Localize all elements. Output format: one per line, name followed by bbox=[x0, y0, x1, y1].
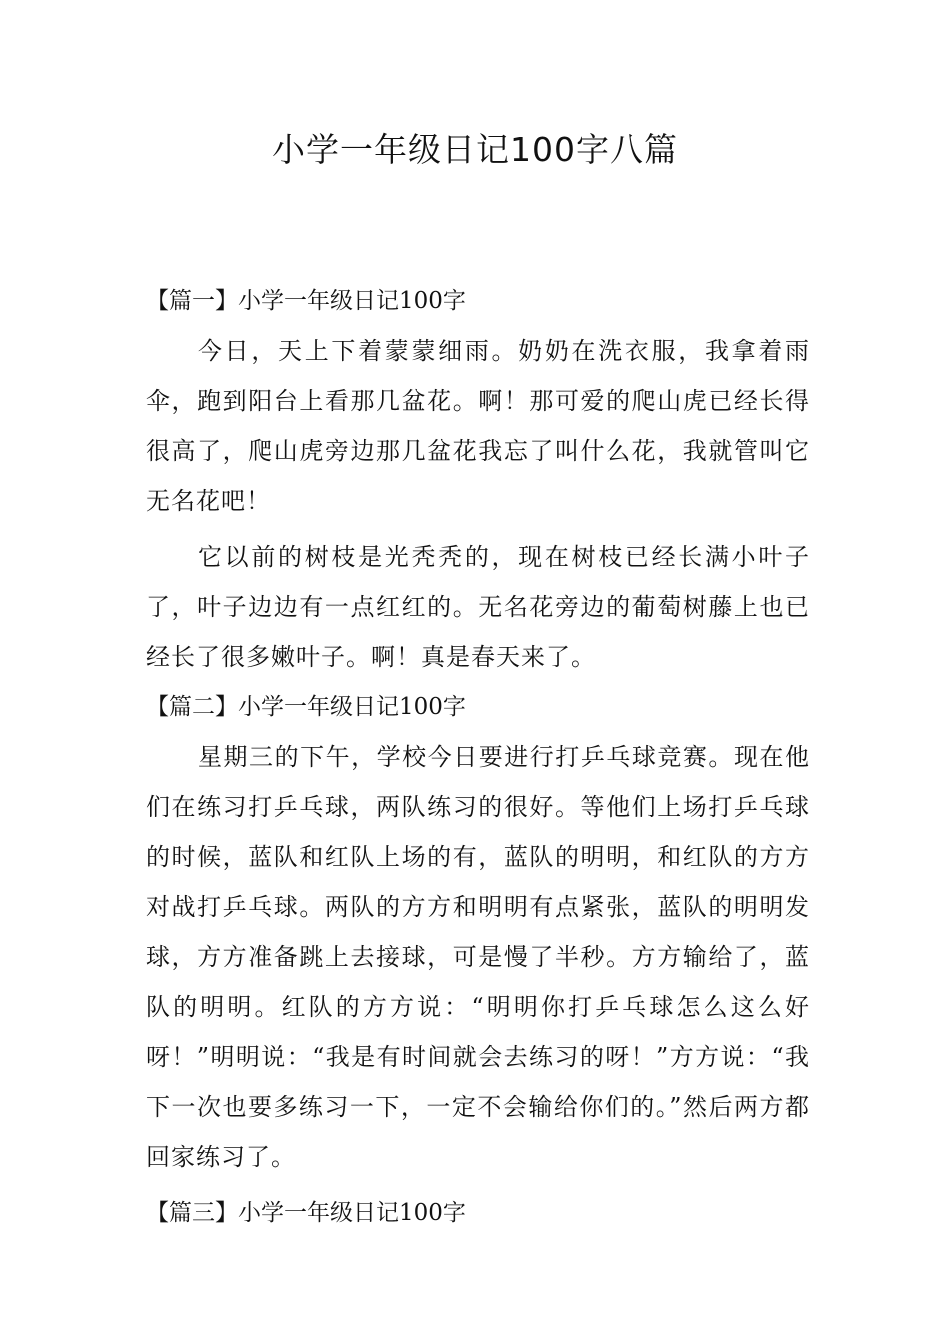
document-body bbox=[146, 276, 810, 1238]
section-heading: 【篇三】小学一年级日记100字 bbox=[146, 1200, 466, 1226]
paragraph: 星期三的下午，学校今日要进行打乒乓球竞赛。现在他们在练习打乒乓球，两队练习的很好。等他们上场打乒乓球的时候，蓝队和红队上场的有，蓝队的明明，和红队的方方对战打乒乓球。两队的方方和明明有点紧张，蓝队的明明发球，方方准备跳上去接球，可是慢了半秒。方方输给了，蓝队的明明。红队的方方说：“明明你打乒乓球怎么这么好呀！”明明说：“我是有时间就会去练习的呀！”方方说：“我下一次也要多练习一下，一定不会输给你们的。”然后两方都回家练习了。 bbox=[146, 743, 810, 1171]
paragraph: 它以前的树枝是光秃秃的，现在树枝已经长满小叶子了，叶子边边有一点红红的。无名花旁边的葡萄树藤上也已经长了很多嫩叶子。啊！真是春天来了。 bbox=[146, 543, 810, 671]
paragraph: 今日，天上下着蒙蒙细雨。奶奶在洗衣服，我拿着雨伞，跑到阳台上看那几盆花。啊！那可爱的爬山虎已经长得很高了，爬山虎旁边那几盆花我忘了叫什么花，我就管叫它无名花吧！ bbox=[146, 337, 810, 515]
section-1 bbox=[146, 276, 810, 682]
section-3 bbox=[146, 1188, 810, 1238]
document-title: 小学一年级日记100字八篇 bbox=[272, 130, 678, 169]
section-heading: 【篇二】小学一年级日记100字 bbox=[146, 694, 466, 720]
section-heading: 【篇一】小学一年级日记100字 bbox=[146, 288, 466, 314]
section-2 bbox=[146, 682, 810, 1182]
